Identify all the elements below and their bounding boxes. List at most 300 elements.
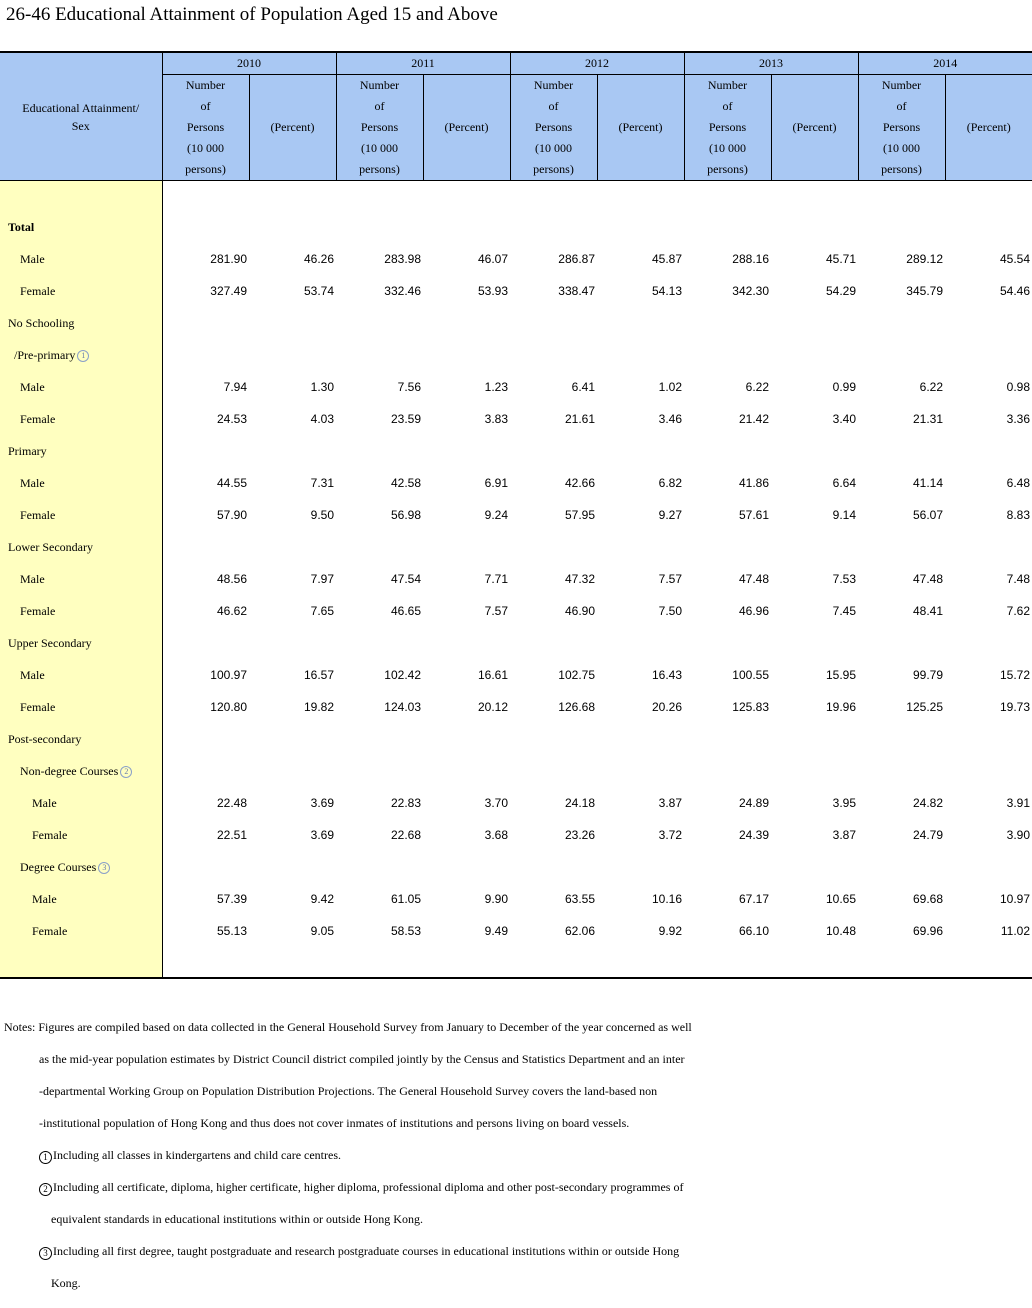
empty-cell bbox=[945, 755, 1032, 787]
table-row bbox=[0, 691, 1032, 723]
persons-value: 345.79 bbox=[906, 284, 943, 298]
number-header-line: (10 000 bbox=[883, 141, 920, 155]
empty-cell bbox=[249, 211, 336, 243]
persons-value: 69.68 bbox=[912, 892, 943, 906]
persons-value: 342.30 bbox=[732, 284, 769, 298]
year-header: 2011 bbox=[336, 52, 510, 75]
empty-cell bbox=[162, 723, 249, 755]
persons-value: 61.05 bbox=[390, 892, 421, 906]
persons-value: 22.51 bbox=[216, 828, 247, 842]
empty-cell bbox=[423, 947, 510, 978]
percent-value: 11.02 bbox=[1000, 924, 1030, 938]
empty-cell bbox=[249, 627, 336, 659]
persons-value: 124.03 bbox=[384, 700, 421, 714]
empty-cell bbox=[945, 947, 1032, 978]
empty-cell bbox=[858, 531, 945, 563]
note-line: -departmental Working Group on Population Distribution Projections. The General Household Survey covers the land-based non bbox=[39, 1084, 658, 1098]
percent-value: 7.57 bbox=[484, 604, 508, 618]
percent-value: 3.69 bbox=[310, 796, 334, 810]
row-label bbox=[0, 531, 162, 563]
persons-value: 58.53 bbox=[390, 924, 421, 938]
empty-cell bbox=[684, 339, 771, 371]
row-label bbox=[0, 595, 162, 627]
empty-cell bbox=[684, 211, 771, 243]
persons-value: 56.98 bbox=[390, 508, 421, 522]
number-header-line: Number bbox=[881, 78, 922, 92]
percent-value: 9.05 bbox=[310, 924, 334, 938]
percent-value: 10.48 bbox=[825, 924, 856, 938]
row-label-text: Degree Courses bbox=[20, 859, 97, 874]
footnote-3 bbox=[4, 1244, 1024, 1276]
percent-header: (Percent) bbox=[423, 75, 510, 181]
persons-value: 21.42 bbox=[738, 412, 769, 426]
persons-value: 47.54 bbox=[390, 572, 421, 586]
empty-cell bbox=[249, 339, 336, 371]
number-header-line: of bbox=[548, 99, 559, 113]
empty-cell bbox=[510, 181, 597, 212]
persons-value: 46.62 bbox=[216, 604, 247, 618]
table-row bbox=[0, 883, 1032, 915]
row-label bbox=[0, 851, 162, 883]
percent-value: 15.95 bbox=[825, 668, 856, 682]
empty-cell bbox=[945, 851, 1032, 883]
percent-value: 6.91 bbox=[484, 476, 508, 490]
percent-value: 7.62 bbox=[1006, 604, 1030, 618]
persons-value: 23.59 bbox=[390, 412, 421, 426]
row-label-text: Post-secondary bbox=[8, 731, 82, 746]
persons-value: 286.87 bbox=[558, 252, 595, 266]
table-row bbox=[0, 787, 1032, 819]
persons-value: 56.07 bbox=[912, 508, 943, 522]
number-header-line: persons) bbox=[881, 162, 922, 176]
empty-cell bbox=[423, 531, 510, 563]
percent-value: 3.72 bbox=[658, 828, 682, 842]
percent-header: (Percent) bbox=[249, 75, 336, 181]
empty-cell bbox=[336, 307, 423, 339]
row-label bbox=[0, 211, 162, 243]
persons-value: 47.48 bbox=[738, 572, 769, 586]
empty-cell bbox=[597, 723, 684, 755]
empty-cell bbox=[162, 947, 249, 978]
row-label bbox=[0, 819, 162, 851]
number-header-line: of bbox=[722, 99, 733, 113]
table-row bbox=[0, 243, 1032, 275]
empty-cell bbox=[771, 755, 858, 787]
percent-value: 20.26 bbox=[651, 700, 682, 714]
percent-header: (Percent) bbox=[771, 75, 858, 181]
persons-value: 125.83 bbox=[732, 700, 769, 714]
percent-value: 9.50 bbox=[310, 508, 334, 522]
number-header-line: (10 000 bbox=[709, 141, 746, 155]
table-row bbox=[0, 403, 1032, 435]
number-of-persons-header bbox=[162, 75, 249, 181]
note-line: -institutional population of Hong Kong and thus does not cover inmates of institutions and persons living on board vessels. bbox=[39, 1116, 630, 1130]
empty-cell bbox=[162, 339, 249, 371]
row-label-text: Male bbox=[20, 475, 45, 490]
row-label-text: Non-degree Courses bbox=[20, 763, 119, 778]
empty-cell bbox=[249, 531, 336, 563]
percent-value: 7.97 bbox=[310, 572, 334, 586]
percent-value: 6.48 bbox=[1006, 476, 1030, 490]
table-row bbox=[0, 627, 1032, 659]
empty-cell bbox=[597, 627, 684, 659]
empty-cell bbox=[945, 723, 1032, 755]
empty-cell bbox=[771, 723, 858, 755]
percent-value: 16.43 bbox=[651, 668, 682, 682]
row-label bbox=[0, 339, 162, 371]
persons-value: 24.39 bbox=[738, 828, 769, 842]
percent-value: 6.82 bbox=[658, 476, 682, 490]
percent-value: 54.13 bbox=[651, 284, 682, 298]
row-label-text: Total bbox=[8, 219, 35, 234]
empty-cell bbox=[423, 181, 510, 212]
empty-cell bbox=[162, 851, 249, 883]
row-label bbox=[0, 627, 162, 659]
empty-cell bbox=[858, 211, 945, 243]
empty-cell bbox=[597, 339, 684, 371]
percent-value: 3.95 bbox=[832, 796, 856, 810]
persons-value: 6.22 bbox=[919, 380, 943, 394]
percent-value: 10.16 bbox=[651, 892, 682, 906]
number-header-line: Persons bbox=[882, 120, 921, 134]
percent-value: 1.02 bbox=[658, 380, 682, 394]
table-header bbox=[0, 52, 1032, 181]
row-label bbox=[0, 723, 162, 755]
row-label bbox=[0, 243, 162, 275]
corner-label-line2: Sex bbox=[71, 118, 90, 133]
row-label-text: Male bbox=[20, 379, 45, 394]
empty-cell bbox=[771, 339, 858, 371]
empty-cell bbox=[249, 851, 336, 883]
empty-cell bbox=[597, 851, 684, 883]
table-row bbox=[0, 755, 1032, 787]
persons-value: 67.17 bbox=[738, 892, 769, 906]
persons-value: 24.82 bbox=[912, 796, 943, 810]
persons-value: 6.22 bbox=[745, 380, 769, 394]
persons-value: 125.25 bbox=[906, 700, 943, 714]
persons-value: 57.39 bbox=[216, 892, 247, 906]
percent-value: 6.64 bbox=[832, 476, 856, 490]
persons-value: 283.98 bbox=[384, 252, 421, 266]
number-header-line: Persons bbox=[360, 120, 399, 134]
empty-cell bbox=[510, 723, 597, 755]
empty-cell bbox=[945, 307, 1032, 339]
persons-value: 126.68 bbox=[558, 700, 595, 714]
persons-value: 22.48 bbox=[216, 796, 247, 810]
table-row bbox=[0, 371, 1032, 403]
number-header-line: (10 000 bbox=[535, 141, 572, 155]
percent-value: 8.83 bbox=[1006, 508, 1030, 522]
persons-value: 47.48 bbox=[912, 572, 943, 586]
empty-cell bbox=[162, 435, 249, 467]
empty-cell bbox=[423, 755, 510, 787]
number-header-line: persons) bbox=[533, 162, 574, 176]
persons-value: 62.06 bbox=[564, 924, 595, 938]
persons-value: 22.83 bbox=[390, 796, 421, 810]
percent-value: 9.90 bbox=[484, 892, 508, 906]
percent-value: 46.07 bbox=[477, 252, 508, 266]
empty-cell bbox=[510, 435, 597, 467]
row-label bbox=[0, 403, 162, 435]
percent-value: 7.48 bbox=[1006, 572, 1030, 586]
number-header-line: Persons bbox=[186, 120, 225, 134]
row-label bbox=[0, 755, 162, 787]
percent-value: 10.65 bbox=[825, 892, 856, 906]
row-label bbox=[0, 499, 162, 531]
persons-value: 63.55 bbox=[564, 892, 595, 906]
percent-value: 7.71 bbox=[484, 572, 508, 586]
empty-cell bbox=[162, 307, 249, 339]
empty-cell bbox=[858, 435, 945, 467]
row-label-text: Female bbox=[32, 827, 68, 842]
table-row bbox=[0, 499, 1032, 531]
row-label-text: Female bbox=[20, 411, 56, 426]
empty-cell bbox=[771, 435, 858, 467]
number-header-line: Persons bbox=[708, 120, 747, 134]
empty-cell bbox=[771, 181, 858, 212]
number-header-line: of bbox=[374, 99, 385, 113]
percent-value: 46.26 bbox=[303, 252, 334, 266]
percent-value: 3.68 bbox=[484, 828, 508, 842]
header-corner bbox=[0, 52, 162, 181]
empty-cell bbox=[597, 307, 684, 339]
persons-value: 327.49 bbox=[210, 284, 247, 298]
empty-cell bbox=[249, 947, 336, 978]
year-header: 2013 bbox=[684, 52, 858, 75]
row-label bbox=[0, 435, 162, 467]
number-header-line: persons) bbox=[707, 162, 748, 176]
attainment-table bbox=[0, 51, 1032, 979]
empty-cell bbox=[771, 851, 858, 883]
percent-value: 10.97 bbox=[999, 892, 1030, 906]
empty-cell bbox=[858, 339, 945, 371]
empty-cell bbox=[423, 627, 510, 659]
row-label bbox=[0, 307, 162, 339]
percent-value: 3.91 bbox=[1006, 796, 1030, 810]
year-header: 2014 bbox=[858, 52, 1032, 75]
persons-value: 6.41 bbox=[571, 380, 595, 394]
row-label-text: Male bbox=[20, 251, 45, 266]
empty-cell bbox=[510, 211, 597, 243]
persons-value: 289.12 bbox=[906, 252, 943, 266]
circled-number-3-icon: 3 bbox=[98, 862, 110, 874]
empty-cell bbox=[249, 723, 336, 755]
percent-value: 15.72 bbox=[999, 668, 1030, 682]
empty-cell bbox=[336, 627, 423, 659]
empty-cell bbox=[684, 947, 771, 978]
percent-value: 3.70 bbox=[484, 796, 508, 810]
persons-value: 57.90 bbox=[216, 508, 247, 522]
row-label-text: Upper Secondary bbox=[8, 635, 92, 650]
number-header-line: (10 000 bbox=[187, 141, 224, 155]
persons-value: 69.96 bbox=[912, 924, 943, 938]
empty-cell bbox=[684, 307, 771, 339]
empty-cell bbox=[945, 435, 1032, 467]
persons-value: 44.55 bbox=[216, 476, 247, 490]
row-label-text: Female bbox=[20, 699, 56, 714]
percent-value: 3.83 bbox=[484, 412, 508, 426]
empty-cell bbox=[336, 755, 423, 787]
percent-value: 45.87 bbox=[651, 252, 682, 266]
persons-value: 100.97 bbox=[210, 668, 247, 682]
percent-value: 45.71 bbox=[825, 252, 856, 266]
row-label-text: Female bbox=[20, 283, 56, 298]
percent-value: 19.96 bbox=[825, 700, 856, 714]
number-header-line: of bbox=[896, 99, 907, 113]
row-label-text: No Schooling bbox=[8, 315, 75, 330]
percent-value: 3.46 bbox=[658, 412, 682, 426]
table-row bbox=[0, 435, 1032, 467]
percent-value: 3.87 bbox=[832, 828, 856, 842]
percent-header: (Percent) bbox=[597, 75, 684, 181]
empty-cell bbox=[336, 181, 423, 212]
note-line: equivalent standards in educational institutions within or outside Hong Kong. bbox=[51, 1212, 423, 1226]
empty-cell bbox=[510, 755, 597, 787]
empty-cell bbox=[858, 723, 945, 755]
empty-cell bbox=[945, 211, 1032, 243]
empty-cell bbox=[336, 435, 423, 467]
table-row bbox=[0, 915, 1032, 947]
number-header-line: Number bbox=[185, 78, 226, 92]
percent-header: (Percent) bbox=[945, 75, 1032, 181]
persons-value: 24.18 bbox=[564, 796, 595, 810]
percent-value: 0.99 bbox=[832, 380, 856, 394]
percent-value: 9.49 bbox=[484, 924, 508, 938]
persons-value: 46.65 bbox=[390, 604, 421, 618]
empty-cell bbox=[510, 307, 597, 339]
percent-value: 7.31 bbox=[310, 476, 334, 490]
empty-cell bbox=[162, 755, 249, 787]
empty-cell bbox=[162, 627, 249, 659]
empty-cell bbox=[336, 851, 423, 883]
percent-value: 19.82 bbox=[303, 700, 334, 714]
number-header-line: (10 000 bbox=[361, 141, 398, 155]
empty-cell bbox=[510, 947, 597, 978]
persons-value: 338.47 bbox=[558, 284, 595, 298]
percent-value: 7.50 bbox=[658, 604, 682, 618]
empty-cell bbox=[510, 339, 597, 371]
row-label-text: Male bbox=[20, 571, 45, 586]
empty-cell bbox=[684, 435, 771, 467]
empty-cell bbox=[684, 531, 771, 563]
empty-cell bbox=[510, 531, 597, 563]
empty-cell bbox=[771, 211, 858, 243]
persons-value: 57.95 bbox=[564, 508, 595, 522]
persons-value: 100.55 bbox=[732, 668, 769, 682]
persons-value: 23.26 bbox=[564, 828, 595, 842]
persons-value: 21.61 bbox=[564, 412, 595, 426]
table-row bbox=[0, 467, 1032, 499]
footnote-3-text: Including all first degree, taught postgraduate and research postgraduate courses in educational institutions within or outside Hong bbox=[53, 1244, 680, 1258]
persons-value: 99.79 bbox=[912, 668, 943, 682]
row-label-text: Male bbox=[32, 891, 57, 906]
empty-cell bbox=[684, 181, 771, 212]
year-header: 2010 bbox=[162, 52, 336, 75]
corner-label-line1: Educational Attainment/ bbox=[22, 100, 140, 115]
percent-value: 1.30 bbox=[310, 380, 334, 394]
persons-value: 46.96 bbox=[738, 604, 769, 618]
empty-cell bbox=[771, 947, 858, 978]
empty-cell bbox=[423, 339, 510, 371]
circled-number-3-icon: 3 bbox=[39, 1247, 52, 1260]
attainment-table-wrapper bbox=[0, 51, 1032, 979]
label-cell bbox=[0, 947, 162, 978]
percent-value: 3.40 bbox=[832, 412, 856, 426]
empty-cell bbox=[945, 531, 1032, 563]
empty-cell bbox=[162, 211, 249, 243]
note-line: as the mid-year population estimates by District Council district compiled jointly by the Census and Statistics Department and an inter bbox=[39, 1052, 685, 1066]
table-row bbox=[0, 531, 1032, 563]
number-of-persons-header bbox=[684, 75, 771, 181]
empty-cell bbox=[684, 723, 771, 755]
empty-cell bbox=[771, 627, 858, 659]
persons-value: 7.94 bbox=[223, 380, 247, 394]
empty-cell bbox=[423, 307, 510, 339]
empty-cell bbox=[249, 755, 336, 787]
empty-cell bbox=[510, 851, 597, 883]
footnote-2 bbox=[4, 1180, 1024, 1212]
percent-value: 9.24 bbox=[484, 508, 508, 522]
persons-value: 21.31 bbox=[912, 412, 943, 426]
row-label-text: Lower Secondary bbox=[8, 539, 93, 554]
empty-cell bbox=[858, 627, 945, 659]
percent-value: 1.23 bbox=[484, 380, 508, 394]
circled-number-2-icon: 2 bbox=[39, 1183, 52, 1196]
number-of-persons-header bbox=[510, 75, 597, 181]
percent-value: 3.69 bbox=[310, 828, 334, 842]
empty-cell bbox=[336, 211, 423, 243]
percent-value: 54.29 bbox=[825, 284, 856, 298]
persons-value: 102.75 bbox=[558, 668, 595, 682]
persons-value: 24.79 bbox=[912, 828, 943, 842]
circled-number-1-icon: 1 bbox=[39, 1151, 52, 1164]
table-row bbox=[0, 339, 1032, 371]
footnote-1-text: Including all classes in kindergartens and child care centres. bbox=[53, 1148, 342, 1162]
percent-value: 9.42 bbox=[310, 892, 334, 906]
percent-value: 45.54 bbox=[999, 252, 1030, 266]
empty-cell bbox=[945, 181, 1032, 212]
percent-value: 9.14 bbox=[832, 508, 856, 522]
empty-cell bbox=[684, 755, 771, 787]
empty-cell bbox=[858, 755, 945, 787]
percent-value: 3.90 bbox=[1006, 828, 1030, 842]
empty-cell bbox=[684, 851, 771, 883]
empty-cell bbox=[162, 181, 249, 212]
persons-value: 281.90 bbox=[210, 252, 247, 266]
table-row bbox=[0, 211, 1032, 243]
persons-value: 24.89 bbox=[738, 796, 769, 810]
persons-value: 120.80 bbox=[210, 700, 247, 714]
table-row bbox=[0, 819, 1032, 851]
empty-cell bbox=[597, 181, 684, 212]
empty-cell bbox=[945, 627, 1032, 659]
empty-cell bbox=[249, 307, 336, 339]
percent-value: 7.57 bbox=[658, 572, 682, 586]
row-label-text: Female bbox=[20, 507, 56, 522]
persons-value: 55.13 bbox=[216, 924, 247, 938]
percent-value: 54.46 bbox=[999, 284, 1030, 298]
table-row bbox=[0, 595, 1032, 627]
row-label bbox=[0, 659, 162, 691]
year-header: 2012 bbox=[510, 52, 684, 75]
empty-cell bbox=[945, 339, 1032, 371]
page-title: 26-46 Educational Attainment of Population Aged 15 and Above bbox=[6, 4, 498, 25]
percent-value: 0.98 bbox=[1006, 380, 1030, 394]
number-header-line: Number bbox=[707, 78, 748, 92]
table-row bbox=[0, 723, 1032, 755]
empty-cell bbox=[336, 723, 423, 755]
number-header-line: Number bbox=[533, 78, 574, 92]
